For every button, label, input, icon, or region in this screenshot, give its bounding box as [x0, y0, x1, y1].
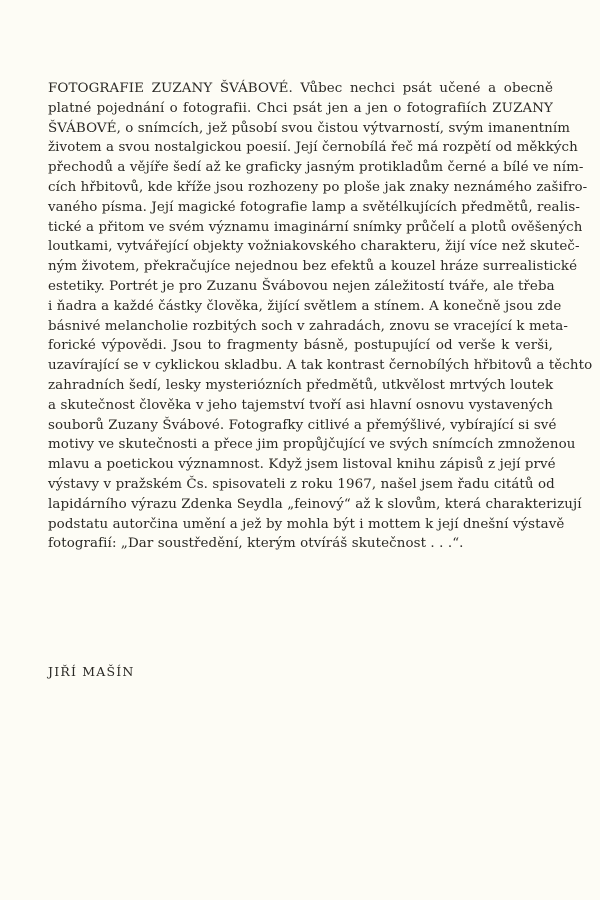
text-line: FOTOGRAFIE ZUZANY ŠVÁBOVÉ. Vůbec nechci psát učené a obecně: [48, 81, 553, 96]
text-line: vaného písma. Její magické fotografie lamp a světélkujících předmětů, realis-: [48, 199, 581, 215]
author-signature: JIŘÍ MAŠÍN: [48, 664, 135, 679]
text-line: motivy ve skutečnosti a přece jim propůjčující ve svých snímcích zmnoženou: [48, 437, 576, 453]
text-line: a skutečnost člověka v jeho tajemství tvoří asi hlavní osnovu vystavených: [48, 397, 553, 413]
text-line: fotografií: „Dar soustředění, kterým otvíráš skutečnost . . .“.: [48, 536, 464, 552]
text-line: výstavy v pražském Čs. spisovateli z roku 1967, našel jsem řadu citátů od: [48, 476, 555, 492]
text-line: lapidárního výrazu Zdenka Seydla „feinový“ až k slovům, která charakterizují: [48, 496, 582, 512]
text-line: i ňadra a každé částky člověka, žijící světlem a stínem. A konečně jsou zde: [48, 298, 562, 314]
text-line: podstatu autorčina umění a jež by mohla být i mottem k její dnešní výstavě: [48, 516, 565, 532]
text-line: souborů Zuzany Švábové. Fotografky citlivé a přemýšlivé, vybírající si své: [48, 417, 557, 433]
text-line: zahradních šedí, lesky mysteriózních předmětů, utkvělost mrtvých loutek: [48, 377, 554, 393]
text-line: uzavírající se v cyklickou skladbu. A tak kontrast černobílých hřbitovů a těchto: [48, 358, 593, 374]
text-line: ným životem, překračujíce nejednou bez efektů a kouzel hráze surrealistické: [48, 259, 578, 275]
text-line: ŠVÁBOVÉ, o snímcích, jež působí svou čistou výtvarností, svým imanentním: [48, 120, 571, 136]
essay-paragraph: [48, 79, 593, 554]
text-line: platné pojednání o fotografii. Chci psát jen a jen o fotografiích ZUZANY: [48, 100, 553, 116]
text-line: forické výpovědi. Jsou to fragmenty básně, postupující od verše k verši,: [48, 338, 553, 354]
text-line: mlavu a poetickou významnost. Když jsem listoval knihu zápisů z její prvé: [48, 457, 556, 473]
text-line: přechodů a vějíře šedí až ke graficky jasným protikladům černé a bílé ve ním-: [48, 160, 584, 176]
text-line: tické a přitom ve svém významu imaginární snímky průčelí a plotů ověšených: [48, 219, 583, 235]
text-line: estetiky. Portrét je pro Zuzanu Švábovou nejen záležitostí tváře, ale třeba: [48, 278, 555, 294]
text-line: básnivé melancholie rozbitých soch v zahradách, znovu se vracející k meta-: [48, 318, 568, 334]
text-line: životem a svou nostalgickou poesií. Její černobílá řeč má rozpětí od měkkých: [48, 140, 578, 156]
text-line: loutkami, vytvářející objekty vožniakovského charakteru, žijí více než skuteč-: [48, 239, 580, 255]
text-line: cích hřbitovů, kde kříže jsou rozhozeny po ploše jak znaky neznámého zašifro-: [48, 179, 588, 195]
